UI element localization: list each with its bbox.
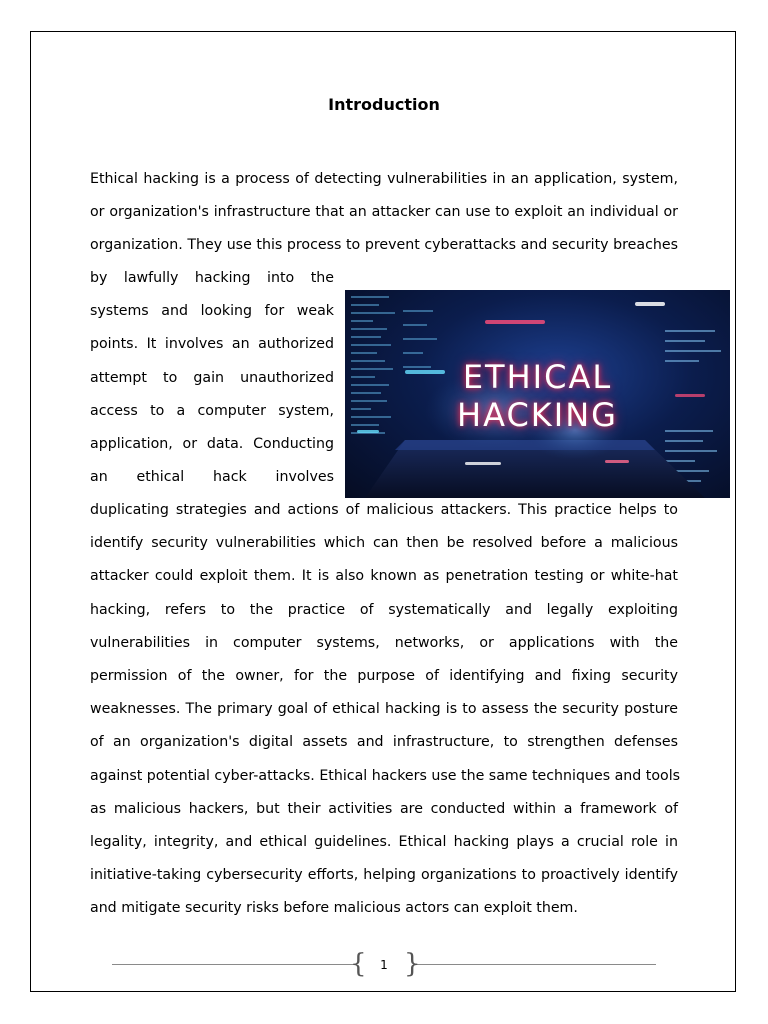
text-line: weaknesses. The primary goal of ethical hacking is to assess the security posture: [90, 701, 678, 718]
text-line: identify security vulnerabilities which can then be resolved before a malicious: [90, 535, 678, 552]
footer-right-brace: }: [404, 949, 421, 979]
ethical-hacking-image: [345, 290, 730, 498]
text-line: hacking, refers to the practice of systematically and legally exploiting: [90, 601, 678, 618]
text-line: an ethical hack involves: [90, 469, 334, 486]
text-line: systems and looking for weak: [90, 303, 334, 320]
text-line: and mitigate security risks before malicious actors can exploit them.: [90, 900, 578, 917]
footer-rule-left: [112, 964, 355, 965]
text-line: duplicating strategies and actions of malicious attackers. This practice helps to: [90, 502, 678, 518]
text-line: attacker could exploit them. It is also known as penetration testing or white-hat: [90, 568, 678, 585]
page-number: 1: [380, 958, 388, 972]
text-line: points. It involves an authorized: [90, 336, 334, 353]
text-line: organization. They use this process to prevent cyberattacks and security breaches: [90, 237, 678, 254]
body-paragraph: [90, 494, 681, 925]
text-line: attempt to gain unauthorized: [90, 369, 334, 386]
text-line: legality, integrity, and ethical guidelines. Ethical hacking plays a crucial role in: [90, 833, 678, 850]
footer-left-brace: {: [350, 949, 367, 979]
hero-title-line2: HACKING: [457, 396, 618, 434]
text-line: access to a computer system,: [90, 402, 334, 419]
text-line: against potential cyber-attacks. Ethical hackers use the same techniques and tools: [90, 767, 681, 784]
footer-rule-right: [413, 964, 656, 965]
wrapped-text-column: [90, 262, 334, 494]
text-line: of an organization's digital assets and infrastructure, to strengthen defenses: [90, 734, 678, 751]
text-line: application, or data. Conducting: [90, 435, 334, 452]
text-line: permission of the owner, for the purpose of identifying and fixing security: [90, 667, 678, 684]
hero-title-line1: ETHICAL: [462, 358, 613, 396]
intro-paragraph: [90, 163, 678, 263]
text-line: or organization's infrastructure that an attacker can use to exploit an individual or: [90, 204, 678, 221]
text-line: by lawfully hacking into the: [90, 270, 334, 286]
page-title: Introduction: [328, 95, 440, 114]
text-line: Ethical hacking is a process of detecting vulnerabilities in an application, system,: [90, 171, 678, 187]
text-line: initiative-taking cybersecurity efforts, helping organizations to proactively identify: [90, 867, 678, 884]
text-line: as malicious hackers, but their activities are conducted within a framework of: [90, 800, 678, 817]
text-line: vulnerabilities in computer systems, networks, or applications with the: [90, 634, 678, 651]
